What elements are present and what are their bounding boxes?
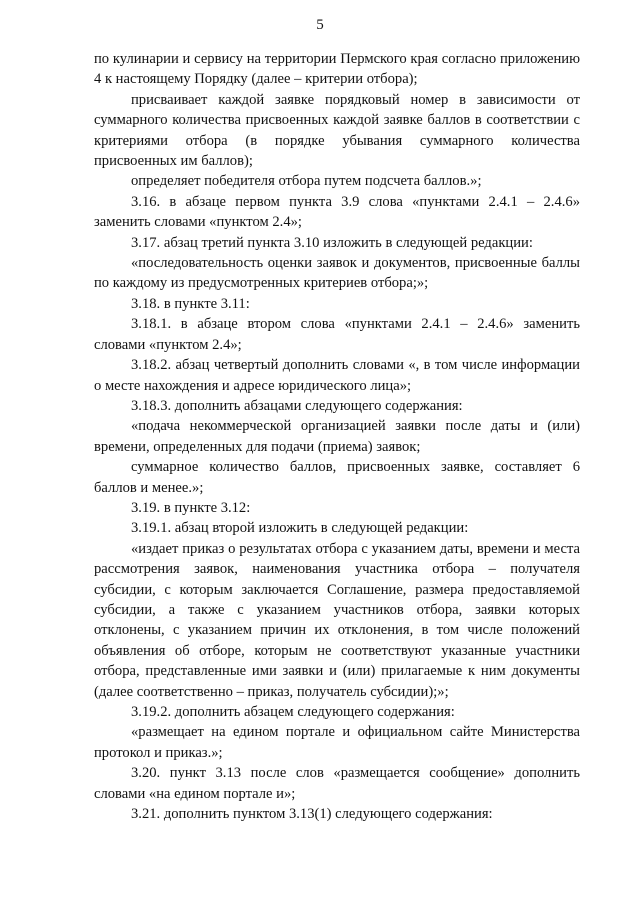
paragraph-3-18-3: 3.18.3. дополнить абзацами следующего содержания:: [131, 397, 463, 414]
paragraph-3-19-1-quote: «издает приказ о результатах отбора с указанием даты, времени и места рассмотрения заявок, наименования участника отбора – получателя субсидии, с которым заключается Соглашение, размера предоставляемой субсидии, а также с указанием участников отбора, заявки которых отклонены, с указанием причин их отклонения, в том числе положений объявления об отборе, которым не соответствуют указанные участники отбора, представленные ими заявки и (или) прилагаемые к ним документы (далее соответственно – приказ, получатель субсидии);»;: [94, 540, 580, 700]
page-number: 5: [316, 17, 324, 33]
paragraph-3-18-3-quote-b: суммарное количество баллов, присвоенных заявке, составляет 6 баллов и менее.»;: [94, 459, 580, 496]
paragraph-assign-number: присваивает каждой заявке порядковый номер в зависимости от суммарного количества присвоенных каждой заявке баллов в соответствии с критериями отбора (в порядке убывания суммарного количества присвоенных им баллов);: [94, 91, 580, 170]
paragraph-3-16: 3.16. в абзаце первом пункта 3.9 слова «пунктами 2.4.1 – 2.4.6» заменить словами «пунктом 2.4»;: [94, 193, 580, 231]
paragraph-determine-winner: определяет победителя отбора путем подсчета баллов.»;: [131, 173, 482, 190]
paragraph-3-18-1: 3.18.1. в абзаце втором слова «пунктами 2.4.1 – 2.4.6» заменить словами «пунктом 2.4»;: [94, 316, 580, 353]
paragraph-3-18: 3.18. в пункте 3.11:: [131, 295, 250, 312]
paragraph-3-17: 3.17. абзац третий пункта 3.10 изложить в следующей редакции:: [131, 234, 533, 251]
paragraph-3-17-quote: «последовательность оценки заявок и документов, присвоенные баллы по каждому из предусмотренных критериев отбора;»;: [94, 255, 580, 292]
paragraph-3-19-2-quote: «размещает на едином портале и официальном сайте Министерства протокол и приказ.»;: [94, 724, 580, 761]
paragraph-3-21: 3.21. дополнить пунктом 3.13(1) следующего содержания:: [131, 806, 493, 823]
document-body: [94, 49, 580, 824]
paragraph-3-20: 3.20. пункт 3.13 после слов «размещается сообщение» дополнить словами «на едином портале и»;: [94, 765, 580, 802]
paragraph-3-19: 3.19. в пункте 3.12:: [131, 499, 251, 516]
paragraph-3-18-3-quote-a: «подача некоммерческой организацией заявки после даты и (или) времени, определенных для подачи (приема) заявок;: [94, 418, 580, 455]
paragraph-continuation: по кулинарии и сервису на территории Пермского края согласно приложению 4 к настоящему Порядку (далее – критерии отбора);: [94, 51, 580, 88]
paragraph-3-19-2: 3.19.2. дополнить абзацем следующего содержания:: [131, 704, 455, 720]
paragraph-3-19-1: 3.19.1. абзац второй изложить в следующей редакции:: [131, 520, 469, 537]
paragraph-3-18-2: 3.18.2. абзац четвертый дополнить словами «, в том числе информации о месте нахождения и адресе юридического лица»;: [94, 357, 580, 394]
